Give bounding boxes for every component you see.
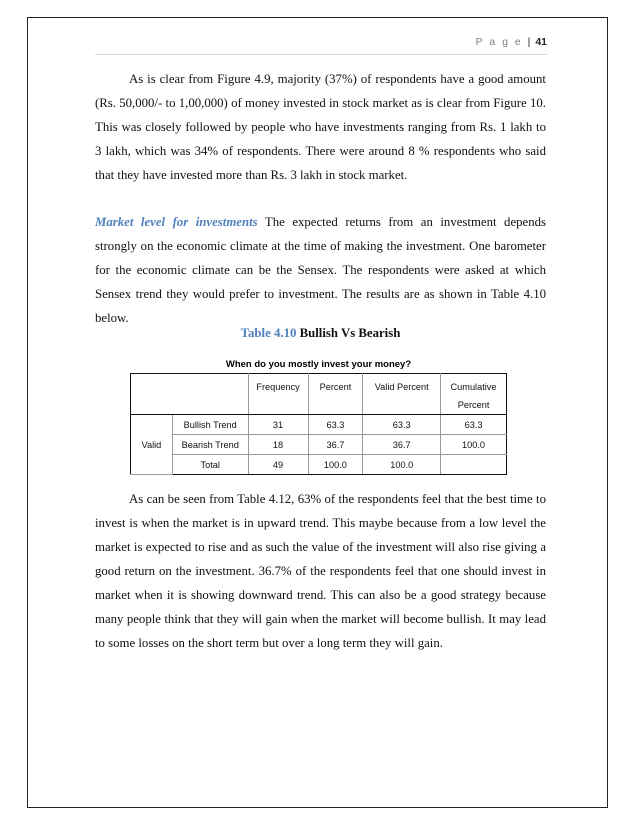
row-label: Bearish Trend: [172, 435, 248, 455]
cell-percent: 36.7: [308, 435, 363, 455]
section-label-market-level: Market level for investments: [95, 215, 258, 229]
cell-frequency: 18: [248, 435, 308, 455]
table-caption-number: Table 4.10: [240, 326, 297, 340]
cell-valid-percent: 36.7: [363, 435, 441, 455]
paragraph-analysis: As can be seen from Table 4.12, 63% of the respondents feel that the best time to invest is when the market is in upward trend. This maybe because from a low level the market is expected to rise and as such the value of the investment will also rise giving a good return on the investment. 36.7% of the respondents feel that one should invest in market when it is showing downward trend. This can also be a good strategy because many people think that they will gain when the market will become bullish. It may lead to some losses on the short term but over a long term they will gain.: [95, 492, 546, 650]
table-caption: [95, 326, 546, 341]
table-row: [131, 415, 507, 435]
table-title: When do you mostly invest your money?: [225, 359, 412, 370]
table-header-blank: [131, 374, 249, 415]
cell-frequency: 31: [248, 415, 308, 435]
cell-cumulative: 63.3: [441, 415, 507, 435]
page-header: [95, 36, 547, 55]
page-label: P a g e: [475, 36, 523, 48]
header-valid-percent: Valid Percent: [363, 374, 441, 415]
paragraph-market-level: [95, 210, 546, 330]
table-row: [131, 435, 507, 455]
header-frequency: Frequency: [248, 374, 308, 415]
row-label: Total: [172, 455, 248, 475]
cell-valid-percent: 63.3: [363, 415, 441, 435]
table-header-row: [131, 374, 507, 415]
cell-percent: 63.3: [308, 415, 363, 435]
table-row: [131, 455, 507, 475]
cell-percent: 100.0: [308, 455, 363, 475]
header-percent: Percent: [308, 374, 363, 415]
bullish-bearish-table: [130, 373, 507, 475]
cell-cumulative: [441, 455, 507, 475]
page-number: 41: [535, 36, 547, 48]
row-label: Bullish Trend: [172, 415, 248, 435]
cell-frequency: 49: [248, 455, 308, 475]
page-separator: |: [527, 36, 531, 48]
group-label-valid: Valid: [131, 415, 173, 475]
cell-valid-percent: 100.0: [363, 455, 441, 475]
paragraph-market-level-text: The expected returns from an investment depends strongly on the economic climate at the time of making the investment. One barometer for the economic climate can be the Sensex. The respondents were asked at which Sensex trend they would prefer to investment. The results are as shown in Table 4.10 below.: [95, 215, 546, 325]
header-cumulative-percent: Cumulative Percent: [441, 374, 507, 415]
paragraph-investment-amount: As is clear from Figure 4.9, majority (37%) of respondents have a good amount (Rs. 50,000/- to 1,00,000) of money invested in stock market as is clear from Figure 10. This was closely followed by people who have investments ranging from Rs. 1 lakh to 3 lakh, which was 34% of respondents. There were around 8 % respondents who said that they have invested more than Rs. 3 lakh in stock market.: [95, 72, 546, 182]
table-caption-title: Bullish Vs Bearish: [296, 326, 401, 340]
cell-cumulative: 100.0: [441, 435, 507, 455]
